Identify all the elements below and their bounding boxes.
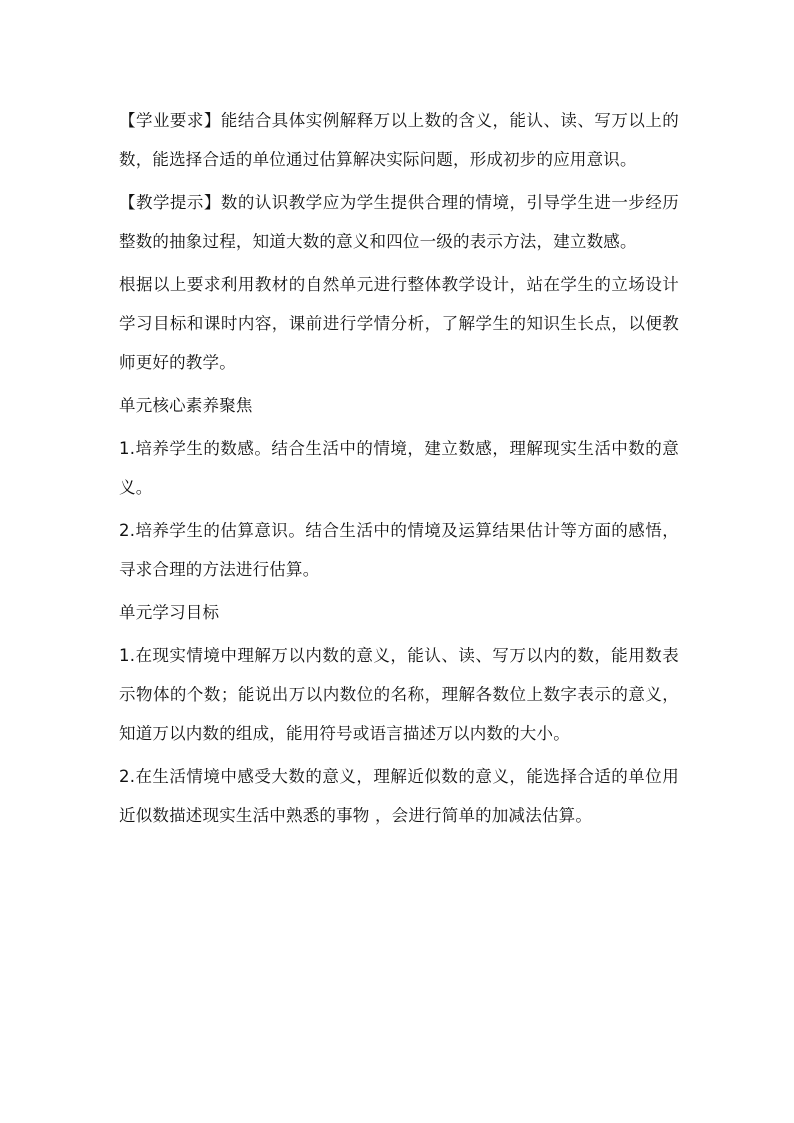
section-heading-core-literacy: 单元核心素养聚焦: [119, 396, 253, 415]
list-item-core-literacy-2: 2.培养学生的估算意识。结合生活中的情境及运算结果估计等方面的感悟，寻求合理的方法进行估算。: [119, 521, 679, 579]
list-item-learning-goal-2: 2.在生活情境中感受大数的意义，理解近似数的意义，能选择合适的单位用近似数描述现实生活中熟悉的事物 ，会进行简单的加减法估算。: [119, 767, 679, 825]
section-heading-learning-goals: 单元学习目标: [119, 603, 220, 622]
paragraph-teaching-tips: 【教学提示】数的认识教学应为学生提供合理的情境，引导学生进一步经历整数的抽象过程，知道大数的意义和四位一级的表示方法，建立数感。: [119, 193, 679, 251]
list-item-core-literacy-1: 1.培养学生的数感。结合生活中的情境，建立数感，理解现实生活中数的意义。: [119, 439, 679, 497]
list-item-learning-goal-1: 1.在现实情境中理解万以内数的意义，能认、读、写万以内的数，能用数表示物体的个数；能说出万以内数位的名称，理解各数位上数字表示的意义，知道万以内数的组成，能用符号或语言描述万以内数的大小。: [119, 646, 679, 743]
paragraph-learning-requirements: 【学业要求】能结合具体实例解释万以上数的含义，能认、读、写万以上的数，能选择合适的单位通过估算解决实际问题，形成初步的应用意识。: [119, 111, 679, 169]
document-body: [119, 101, 679, 839]
paragraph-design-approach: 根据以上要求利用教材的自然单元进行整体教学设计，站在学生的立场设计学习目标和课时内容，课前进行学情分析，了解学生的知识生长点，以便教师更好的教学。: [119, 275, 679, 372]
